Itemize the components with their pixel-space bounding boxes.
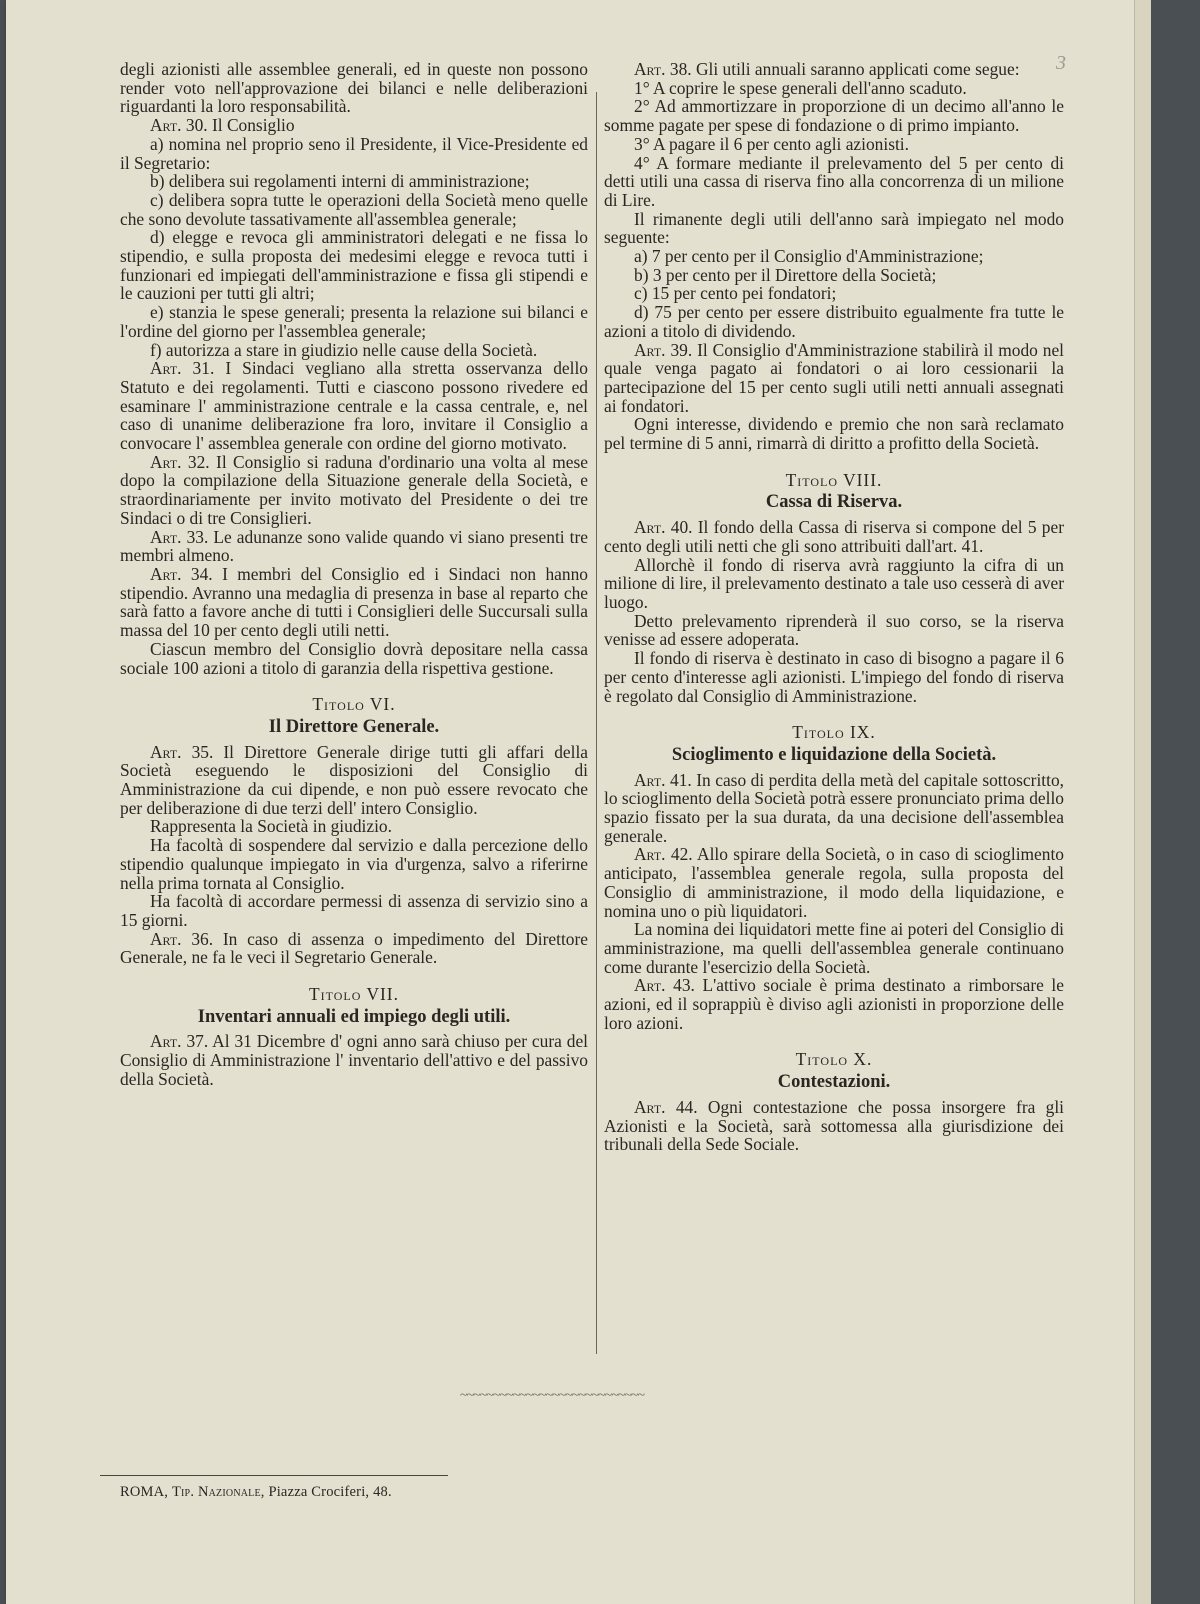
article-34-paragraph-2: Ciascun membro del Consiglio dovrà depositare nella cassa sociale 100 azioni a titolo di garanzia della rispettiva gestione.	[120, 638, 588, 678]
list-item-2: 2° Ad ammortizzare in proporzione di un decimo all'anno le somme pagate per spese di fondazione o di primo impianto.	[604, 96, 1064, 136]
article-label: Art. 35.	[150, 741, 214, 762]
article-label: Art. 40.	[634, 517, 693, 538]
article-text: Le adunanze sono valide quando vi siano presenti tre membri almeno.	[120, 526, 589, 566]
article-30	[120, 116, 588, 135]
section-heading: Contestazioni.	[777, 1072, 891, 1093]
section-heading: Scioglimento e liquidazione della Società.	[671, 744, 997, 765]
article-34	[120, 565, 588, 640]
article-40-paragraph-4: Il fondo di riserva è destinato in caso di bisogno a pagare il 6 per cento d'interesse agli azionisti. L'impiego del fondo di riserva è regolato dal Consiglio di Amministrazione.	[604, 648, 1064, 706]
article-38	[604, 60, 1064, 79]
article-label: Art. 36.	[150, 928, 214, 949]
article-41	[604, 771, 1064, 846]
article-text: I Sindaci vegliano alla stretta osservanza dello Statuto e dei regolamenti. Tutti e ciascono possono rivedere ed esaminare l' amministrazione centrale e la cassa centrale, e, nel caso di unanime deliberazione fra loro, invitare il Consiglio a convocare l' assemblea generale con ordine del giorno motivato.	[120, 358, 588, 454]
article-label: Art. 31.	[150, 358, 215, 379]
ornamental-rule: ~~~~~~~~~~~~~~~~~~~~~~~~~~~~	[460, 1388, 645, 1403]
list-item-3: 3° A pagare il 6 per cento agli azionisti.	[634, 133, 909, 154]
article-text: L'attivo sociale è prima destinato a rimborsare le azioni, ed il soprappiù è diviso agli azionisti in proporzione delle loro azioni.	[604, 975, 1064, 1033]
article-42-paragraph-2: La nomina dei liquidatori mette fine ai poteri del Consiglio di amministrazione, ma quelli dell'assemblea generale continuano come durante l'esercizio della Società.	[604, 919, 1064, 977]
article-39-paragraph-2: Ogni interesse, dividendo e premio che non sarà reclamato pel termine di 5 anni, rimarrà di diritto a profitto della Società.	[604, 414, 1064, 454]
article-text: Ogni contestazione che possa insorgere fra gli Azionisti e la Società, sarà sottomessa alla giurisdizione dei tribunali della Sede Sociale.	[604, 1096, 1064, 1155]
article-37	[120, 1032, 588, 1088]
article-label: Art. 32.	[150, 451, 210, 472]
list-item-d: d) elegge e revoca gli amministratori delegati e ne fissa lo stipendio, e sulla proposta dei medesimi elegge e revoca tutti i funzionari ed impiegati dell'amministrazione e fissa gli stipendi e le cauzioni per tutti gli altri;	[120, 227, 588, 304]
article-32	[120, 453, 588, 528]
list-item-f: f) autorizza a stare in giudizio nelle cause della Società.	[150, 339, 538, 360]
list-item-a: a) nomina nel proprio seno il Presidente, il Vice-Presidente ed il Segretario:	[120, 133, 588, 173]
article-label: Art. 41.	[634, 769, 692, 790]
imprint-printer: Tip. Nazionale,	[171, 1484, 265, 1500]
article-40	[604, 518, 1064, 555]
article-40-paragraph-2: Allorchè il fondo di riserva avrà raggiunto la cifra di un milione di lire, il prelevamento destinato a tale uso cesserà di aver luogo.	[604, 554, 1064, 612]
paragraph-intro: degli azionisti alle assemblee generali, ed in queste non possono render voto nell'approvazione dei bilanci e nelle deliberazioni riguardanti la loro responsabilità.	[120, 59, 588, 117]
list-item-e: e) stanzia le spese generali; presenta la relazione sui bilanci e l'ordine del giorno per l'assemblea generale;	[120, 302, 588, 341]
article-35-paragraph-2: Rappresenta la Società in giudizio.	[150, 816, 392, 837]
article-44	[604, 1098, 1064, 1154]
next-page-edge	[1134, 0, 1151, 1604]
article-39	[604, 341, 1064, 416]
list-item-1: 1° A coprire le spese generali dell'anno scaduto.	[634, 77, 967, 98]
list-item-c: c) 15 per cento pei fondatori;	[634, 283, 837, 304]
column-divider	[596, 92, 597, 1354]
section-number: Titolo VIII.	[785, 469, 883, 490]
section-heading: Cassa di Riserva.	[765, 492, 903, 513]
imprint-address: Piazza Crociferi, 48.	[268, 1484, 392, 1500]
section-number: Titolo VI.	[312, 694, 396, 715]
section-heading: Inventari annuali ed impiego degli utili.	[197, 1006, 511, 1027]
article-text: Allo spirare della Società, o in caso di scioglimento anticipato, l'assemblea generale regola, sulla proposta del Consiglio di amministrazione, il modo della liquidazione, e nomina uno o più liquidatori.	[604, 844, 1064, 921]
article-text: Il Consiglio si raduna d'ordinario una volta al mese dopo la compilazione della Situazione generale della Società, e straordinariamente per invito motivato del Presidente o dei tre Sindaci o di tre Consiglieri.	[120, 451, 588, 528]
article-label: Art. 43.	[634, 975, 695, 996]
list-item-a: a) 7 per cento per il Consiglio d'Amministrazione;	[634, 246, 984, 267]
article-text: I membri del Consiglio ed i Sindaci non hanno stipendio. Avranno una medaglia di presenza in base al reparto che sarà fatto a favore anche di tutti i Consiglieri delle Succursali sulla massa del 10 per cento degli utili netti.	[120, 563, 588, 641]
article-text: Il fondo della Cassa di riserva si compone del 5 per cento degli utili netti che gli sono attribuiti dall'art. 41.	[604, 517, 1065, 556]
article-43	[604, 976, 1064, 1032]
article-label: Art. 34.	[150, 563, 213, 584]
left-column	[120, 60, 588, 1089]
article-40-paragraph-3: Detto prelevamento riprenderà il suo corso, se la riserva venisse ad essere adoperata.	[604, 610, 1064, 650]
article-35-paragraph-4: Ha facoltà di accordare permessi di assenza di servizio sino a 15 giorni.	[120, 891, 588, 930]
article-label: Art. 38.	[634, 59, 692, 79]
article-label: Art. 33.	[150, 526, 209, 547]
article-label: Art. 39.	[634, 339, 693, 360]
printer-imprint	[120, 1484, 392, 1501]
article-text: In caso di perdita della metà del capitale sottoscritto, lo scioglimento della Società potrà essere pronunciato prima dello spazio fissato per la sua durata, da una decisione dell'assemblea generale.	[604, 769, 1064, 846]
article-text: Al 31 Dicembre d' ogni anno sarà chiuso per cura del Consiglio di Amministrazione l' inventario dell'attivo e del passivo della Società.	[120, 1031, 589, 1089]
page-number: 3	[1056, 52, 1066, 74]
section-heading: Il Direttore Generale.	[268, 716, 440, 737]
imprint-city: ROMA,	[120, 1484, 169, 1500]
article-text: Il Consiglio	[211, 115, 295, 136]
section-number: Titolo X.	[795, 1049, 873, 1070]
list-item-b: b) 3 per cento per il Direttore della Società;	[634, 264, 937, 285]
list-item-b: b) delibera sui regolamenti interni di amministrazione;	[150, 171, 530, 192]
paragraph-rimanente: Il rimanente degli utili dell'anno sarà impiegato nel modo seguente:	[604, 208, 1064, 248]
list-item-d: d) 75 per cento per essere distribuito egualmente fra tutte le azioni a titolo di dividendo.	[604, 302, 1064, 341]
right-column	[604, 60, 1064, 1154]
footer-rule	[100, 1475, 448, 1476]
article-text: Il Consiglio d'Amministrazione stabilirà il modo nel quale venga pagato ai fondatori o ai loro cessionarii la partecipazione del 15 per cento sugli utili netti annuali assegnati ai fondatori.	[604, 339, 1064, 416]
article-label: Art. 30.	[150, 115, 208, 136]
article-label: Art. 42.	[634, 844, 693, 865]
article-label: Art. 37.	[150, 1031, 209, 1052]
list-item-4: 4° A formare mediante il prelevamento del 5 per cento di detti utili una cassa di riserva fino alla concorrenza di un milione di Lire.	[604, 152, 1064, 210]
article-42	[604, 845, 1064, 920]
article-35-paragraph-3: Ha facoltà di sospendere dal servizio e dalla percezione dello stipendio qualunque impiegato in via d'urgenza, salvo a riferirne nella prima tornata al Consiglio.	[120, 835, 588, 893]
article-label: Art. 44.	[634, 1096, 698, 1117]
article-text: In caso di assenza o impedimento del Direttore Generale, ne fa le veci il Segretario Generale.	[120, 928, 588, 968]
article-text: Gli utili annuali saranno applicati come segue:	[695, 59, 1020, 79]
article-35	[120, 743, 588, 818]
article-31	[120, 359, 588, 453]
article-text: Il Direttore Generale dirige tutti gli affari della Società eseguendo le disposizioni del Consiglio di Amministrazione da cui dipende, e non può essere revocato che per deliberazione di due terzi dell' intero Consiglio.	[120, 741, 588, 818]
article-33	[120, 528, 588, 565]
section-number: Titolo VII.	[309, 984, 399, 1005]
section-number: Titolo IX.	[792, 722, 876, 743]
article-36	[120, 930, 588, 967]
list-item-c: c) delibera sopra tutte le operazioni della Società meno quelle che sono devolute tassativamente all'assemblea generale;	[120, 189, 588, 229]
